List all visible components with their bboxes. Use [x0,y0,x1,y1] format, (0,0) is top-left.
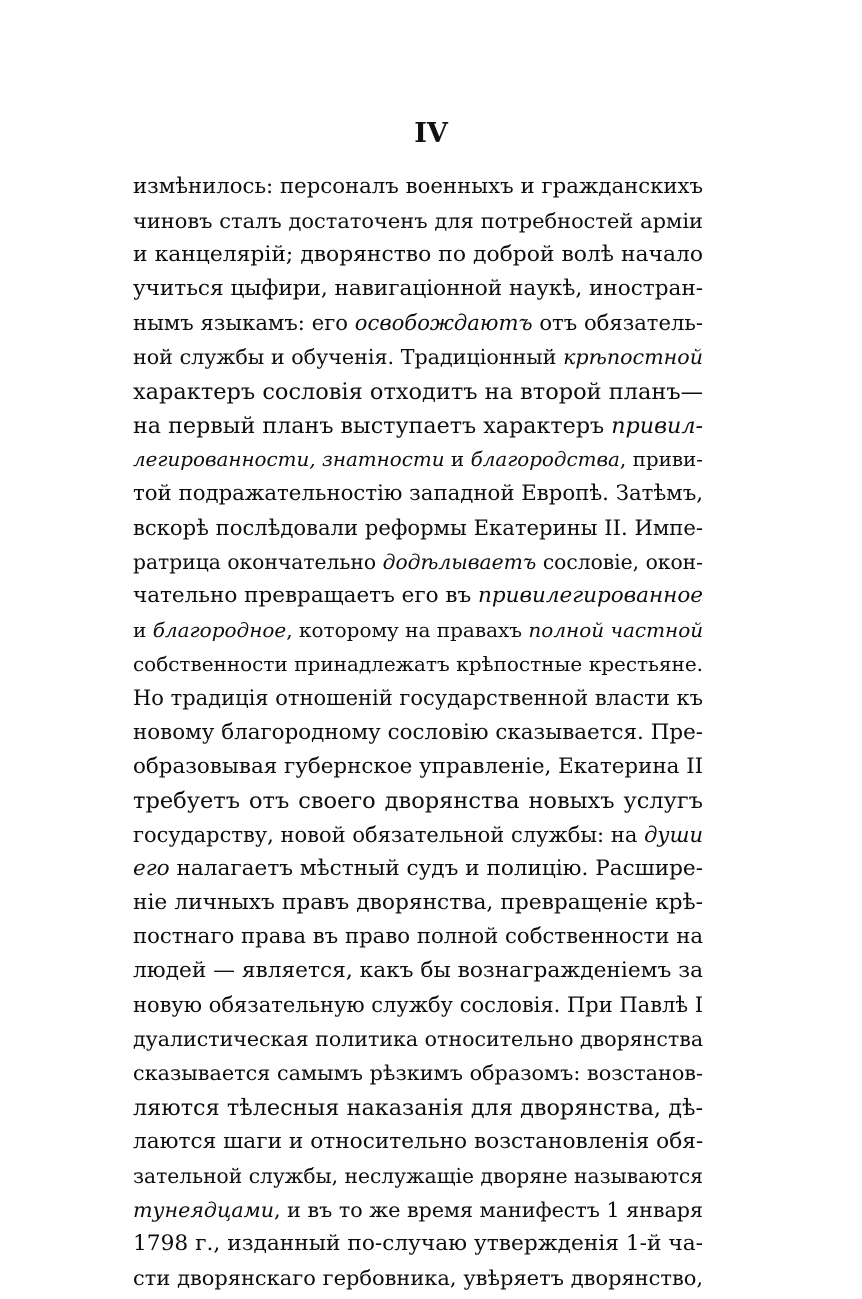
text-line [133,511,703,545]
text-line [133,545,703,579]
text-segment: образовывая губернское управленіе, Екатерина II [133,753,704,779]
text-segment: измѣнилось: персоналъ военныхъ и гражданскихъ [133,174,703,199]
italic-text: легированности, [133,447,316,471]
text-segment: ляются тѣлесныя наказанія для дворянства, дѣ- [133,1094,703,1121]
italic-text: привилегированное [478,583,703,609]
text-segment: чательно превращаетъ его въ [133,583,479,609]
text-line [133,1056,703,1090]
text-line [133,1091,703,1125]
text-segment: и канцелярій; дворянство по доброй волѣ начало [133,242,703,268]
italic-text: души [644,822,703,847]
italic-text: его [133,855,170,881]
text-segment: новую обязательную службу сословія. При Павлѣ I [133,993,703,1018]
text-segment: вскорѣ послѣдовали реформы Екатерины II. Импе- [133,514,703,540]
text-segment: требуетъ отъ своего дворянства новыхъ услугъ [133,787,703,814]
text-segment: людей — является, какъ бы вознагражденіемъ за [133,958,703,984]
text-line [133,409,703,443]
text-line [133,1125,703,1159]
page-number: IV [414,118,448,149]
italic-text: крѣпостной [563,345,703,370]
text-line [133,579,703,613]
text-line [133,716,703,750]
text-segment: дуалистическая политика относительно дворянства [133,1027,704,1052]
text-line [133,375,703,409]
text-line [133,784,703,818]
text-segment: 1798 г., изданный по-случаю утвержденія 1-й ча- [133,1230,703,1256]
body-text [133,170,703,1295]
text-line [133,1159,703,1193]
text-line [133,988,703,1022]
text-segment: сказывается самымъ рѣзкимъ образомъ: возстанов- [133,1061,703,1086]
italic-text: знатности [322,447,445,471]
italic-text: привил- [611,412,703,439]
text-segment: чиновъ сталъ достаточенъ для потребностей арміи [133,209,703,234]
text-segment: учиться цыфири, навигаціонной наукѣ, иностран- [133,276,703,302]
text-line [133,443,703,477]
text-segment: ніе личныхъ правъ дворянства, превращеніе крѣ- [133,889,703,915]
text-segment: и [133,618,153,643]
text-segment: сти дворянскаго гербовника, увѣряетъ дворянство, [133,1266,703,1290]
text-segment: государству, новой обязательной службы: на [133,822,645,847]
text-line [133,1261,703,1295]
text-line [133,272,703,306]
text-segment: характеръ сословія отходитъ на второй планъ— [133,378,704,405]
text-line [133,954,703,988]
italic-text: полной частной [528,618,704,643]
text-segment: зательной службы, неслужащіе дворяне называются [133,1163,703,1188]
text-line [133,613,703,647]
italic-text: благородства [470,447,620,471]
italic-text: освобождаютъ [354,310,533,336]
text-line [133,170,703,204]
text-segment: нымъ языкамъ: его [133,310,355,336]
text-line [133,886,703,920]
text-line [133,1022,703,1056]
text-segment: Но традиція отношеній государственной власти къ [133,686,703,711]
italic-text: додѣлываетъ [382,550,537,575]
text-segment: собственности принадлежатъ крѣпостные крестьяне. [133,652,703,677]
text-segment: лаются шаги и относительно возстановленія обя- [133,1128,704,1154]
text-segment: той подражательностію западной Европѣ. Затѣмъ, [133,480,703,506]
text-line [133,681,703,715]
text-line [133,818,703,852]
text-segment: отъ обязатель- [532,310,704,336]
italic-text: благородное [152,618,287,643]
text-line [133,306,703,340]
text-line [133,1227,703,1261]
text-line [133,1193,703,1227]
text-segment: , и въ то же время манифестъ 1 января [274,1197,703,1222]
text-line [133,647,703,681]
text-segment: сословіе, окон- [536,550,703,575]
text-segment: постнаго права въ право полной собственности на [133,924,703,950]
text-segment: новому благородному сословію сказывается. Пре- [133,719,703,745]
text-line [133,238,703,272]
italic-text: тунеядцами [133,1197,275,1222]
text-segment: и [444,447,471,471]
text-segment: налагаетъ мѣстный судъ и полицію. Расшире- [169,855,703,881]
text-segment: , приви- [619,447,703,471]
text-segment: , которому на правахъ [286,618,529,643]
text-line [133,477,703,511]
text-segment: ной службы и обученія. Традиціонный [133,345,564,370]
text-line [133,920,703,954]
text-line [133,852,703,886]
text-segment: ратрица окончательно [133,550,383,575]
text-segment: на первый планъ выступаетъ характеръ [133,412,612,439]
text-line [133,340,703,374]
text-line [133,204,703,238]
text-line [133,750,703,784]
